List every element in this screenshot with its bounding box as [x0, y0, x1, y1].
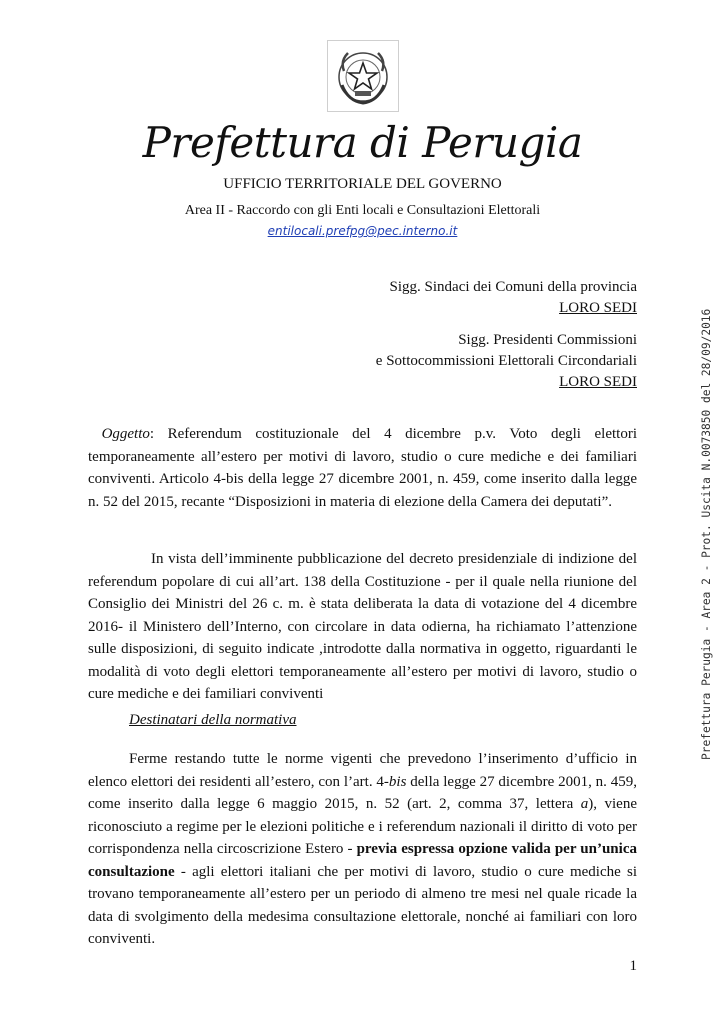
body-paragraph-2: Ferme restando tutte le norme vigenti che prevedono l’inserimento d’ufficio in elenco elettori dei residenti all’estero, con l’art. 4-bis della legge 27 dicembre 2001, n. 459, come inserito dalla legge 6 maggio 2015, n. 52 (art. 2, comma 37, lettera a), viene riconosciuto a regime per le elezioni politiche e i referendum nazionali il diritto di voto per corrispondenza nella circoscrizione Estero - previa espressa opzione valida per un’unica consultazione - agli elettori italiani che per motivi di lavoro, studio o cure mediche si trovano temporaneamente all’estero per un periodo di almeno tre mesi nel quale ricade la data di svolgimento della medesima consultazione elettorale, nonché ai familiari con loro conviventi. [88, 751, 637, 947]
body-paragraph-1: In vista dell’imminente pubblicazione del decreto presidenziale di indizione del referendum popolare di cui all’art. 138 della Costituzione - per il quale nella riunione del Consiglio dei Ministri del 26 c. m. è stata deliberata la data di votazione del 4 dicembre 2016- il Ministero dell’Interno, con circolare in data odierna, ha richiamato l’attenzione sulle disposizioni, di seguito indicate ,introdotte dalla normativa in oggetto, riguardanti le modalità di voto degli elettori temporaneamente all’estero per motivi di lavoro, studio o cure mediche e dei familiari conviventi [88, 551, 637, 702]
italian-republic-emblem-icon [327, 40, 399, 112]
subject-text: : Referendum costituzionale del 4 dicembre p.v. Voto degli elettori temporaneamente all’estero per motivi di lavoro, studio o cure mediche e dei familiari conviventi. Articolo 4-bis della legge 27 dicembre 2001, n. 459, come inserito dalla legge n. 52 del 2015, recante “Disposizioni in materia di elezione della Camera dei deputati”. [88, 426, 637, 510]
recipient-line: e Sottocommissioni Elettorali Circondariali [375, 353, 637, 369]
protocol-stamp: Prefettura Perugia - Area 2 - Prot. Uscita N.0073850 del 28/09/2016 [700, 308, 713, 760]
area-name: Area II - Raccordo con gli Enti locali e Consultazioni Elettorali [184, 203, 541, 218]
office-name: UFFICIO TERRITORIALE DEL GOVERNO [223, 176, 502, 192]
section-heading: Destinatari della normativa [129, 712, 297, 728]
recipient-block-commissions [376, 330, 637, 393]
page-number: 1 [629, 958, 637, 974]
recipient-block-mayors [390, 277, 637, 319]
recipient-line: Sigg. Presidenti Commissioni [458, 332, 637, 348]
loro-sedi-label: LORO SEDI [559, 374, 637, 390]
subject-label: Oggetto [101, 426, 150, 442]
recipient-line: Sigg. Sindaci dei Comuni della provincia [389, 279, 637, 295]
prefecture-title: Prefettura di Perugia [142, 118, 583, 167]
emphasis-text: previa espressa opzione valida per un’unica consultazione [88, 841, 637, 880]
subject-paragraph [88, 423, 637, 513]
email-link[interactable]: entilocali.prefpg@pec.interno.it [267, 224, 458, 238]
loro-sedi-label: LORO SEDI [559, 300, 637, 316]
